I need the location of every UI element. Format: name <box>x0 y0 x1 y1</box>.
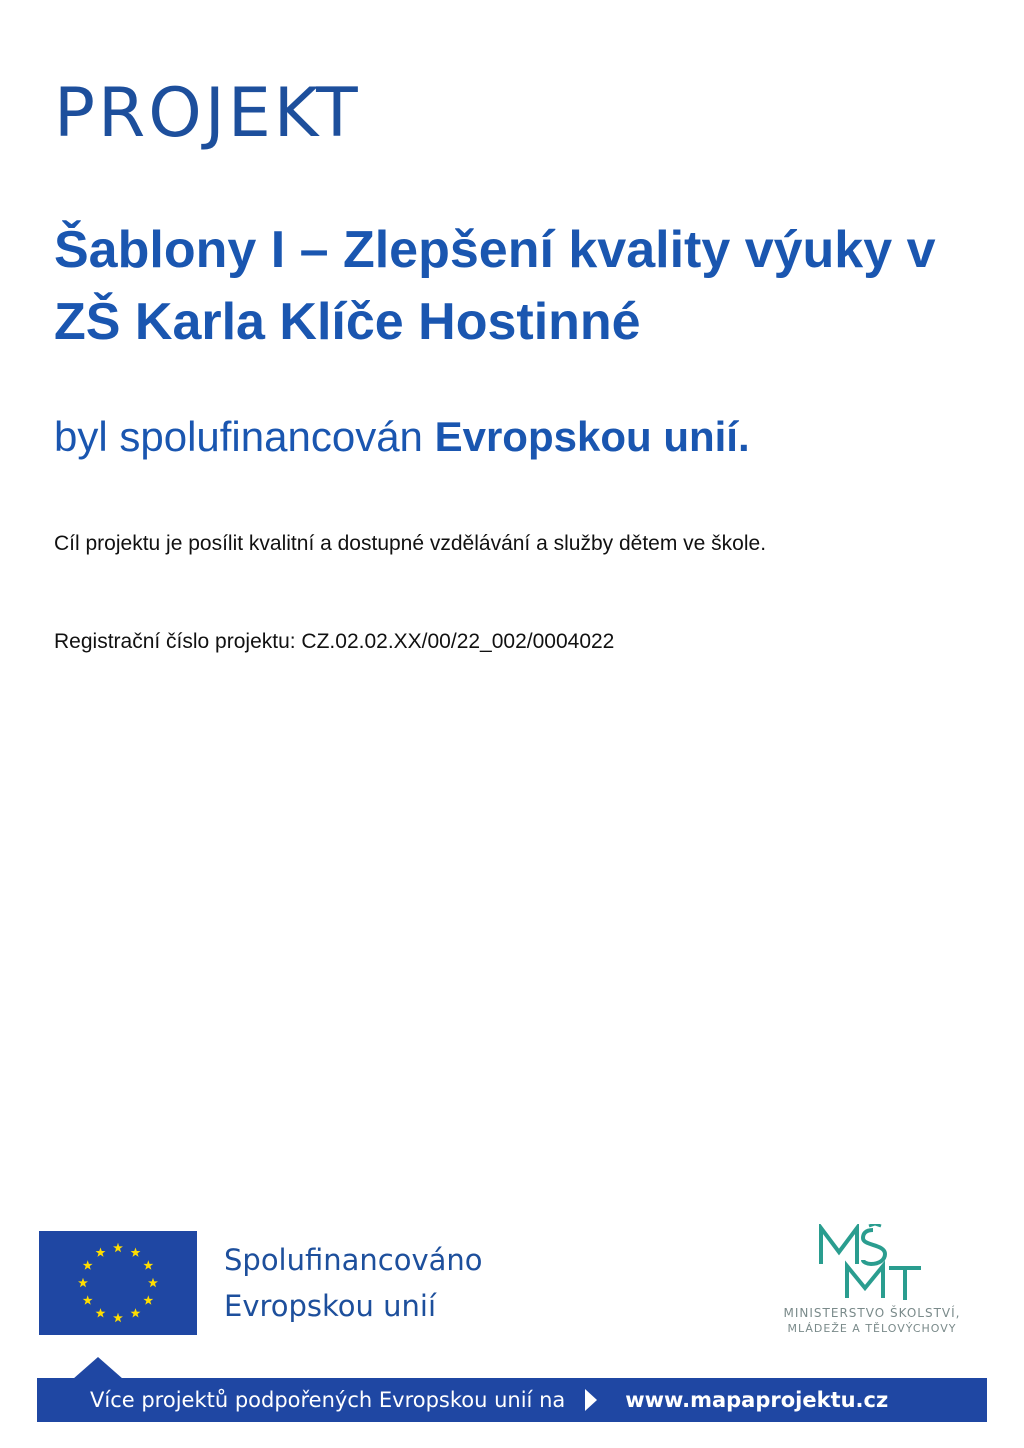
funding-statement <box>54 412 750 462</box>
arrow-right-icon <box>585 1389 597 1411</box>
eu-star-icon <box>131 1308 141 1317</box>
project-title: Šablony I – Zlepšení kvality výuky v ZŠ Karla Klíče Hostinné <box>54 221 936 351</box>
eu-star-icon <box>131 1247 141 1256</box>
registration-number: Registrační číslo projektu: CZ.02.02.XX/00/22_002/0004022 <box>54 630 615 653</box>
banner-text: Více projektů podpořených Evropskou unií na <box>90 1388 566 1412</box>
eu-label-line2: Evropskou unií <box>224 1289 437 1323</box>
funding-highlight: Evropskou unií. <box>434 413 750 460</box>
bottom-banner <box>37 1378 987 1422</box>
msmt-logo-icon <box>817 1224 927 1302</box>
msmt-line2: MLÁDEŽE A TĚLOVÝCHOVY <box>787 1322 957 1335</box>
eu-star-icon <box>83 1295 93 1304</box>
eu-star-icon <box>113 1313 123 1322</box>
banner-notch <box>73 1357 123 1379</box>
eu-star-icon <box>78 1278 88 1287</box>
banner-url-link[interactable]: www.mapaprojektu.cz <box>625 1388 889 1412</box>
eu-star-icon <box>96 1247 106 1256</box>
eu-star-icon <box>143 1295 153 1304</box>
eu-star-icon <box>143 1260 153 1269</box>
eu-star-icon <box>113 1243 123 1252</box>
heading-projekt: PROJEKT <box>54 74 361 153</box>
eu-cofinanced-label <box>224 1237 483 1329</box>
eu-star-icon <box>148 1278 158 1287</box>
eu-star-icon <box>83 1260 93 1269</box>
eu-label-line1: Spolufinancováno <box>224 1243 483 1277</box>
eu-flag-icon <box>39 1231 197 1335</box>
msmt-logo <box>757 1224 987 1344</box>
project-goal: Cíl projektu je posílit kvalitní a dostupné vzdělávání a služby dětem ve škole. <box>54 532 767 555</box>
funding-prefix: byl spolufinancován <box>54 413 435 460</box>
msmt-line1: MINISTERSTVO ŠKOLSTVÍ, <box>783 1306 961 1320</box>
eu-star-icon <box>96 1308 106 1317</box>
